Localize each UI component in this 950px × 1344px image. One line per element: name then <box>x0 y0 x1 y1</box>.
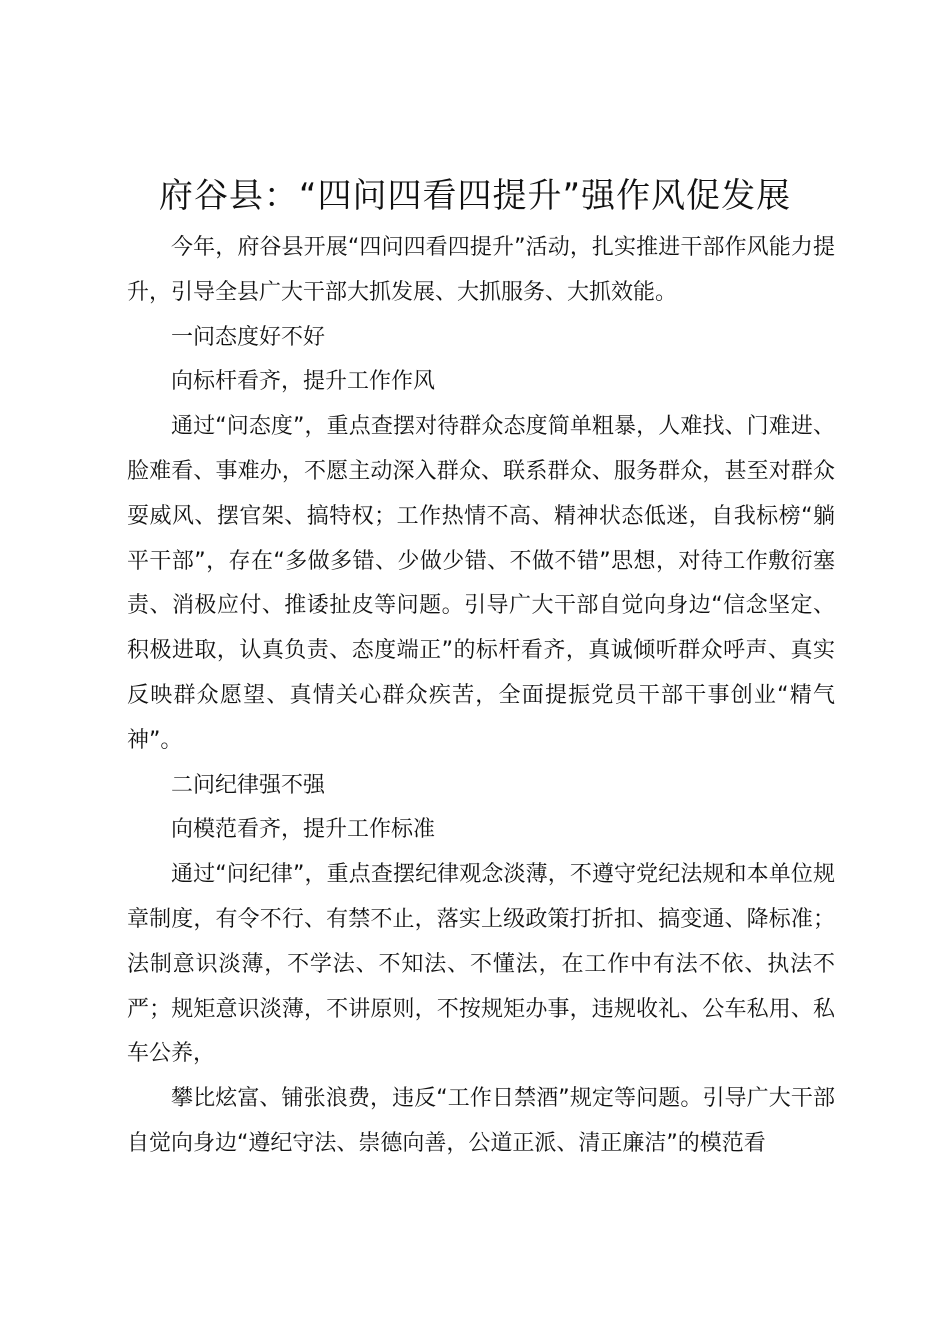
section-2-subheading: 向模范看齐，提升工作标准 <box>171 817 436 843</box>
section-1-subheading: 向标杆看齐，提升工作作风 <box>171 369 436 395</box>
section-2-paragraph: 通过“问纪律”，重点查摆纪律观念淡薄，不遵守党纪法规和本单位规章制度，有令不行、有禁不止，落实上级政策打折扣、搞变通、降标准；法制意识淡薄，不学法、不知法、不懂法，在工作中有法不依、执法不严；规矩意识淡薄，不讲原则，不按规矩办事，违规收礼、公车私用、私车公养， <box>127 862 835 1067</box>
section-2-heading: 二问纪律强不强 <box>171 772 326 798</box>
document-body <box>127 226 835 1167</box>
document-title: 府谷县：“四问四看四提升”强作风促发展 <box>158 176 792 216</box>
section-1-paragraph: 通过“问态度”，重点查摆对待群众态度简单粗暴，人难找、门难进、脸难看、事难办，不愿主动深入群众、联系群众、服务群众，甚至对群众耍威风、摆官架、搞特权；工作热情不高、精神状态低迷，自我标榜“躺平干部”，存在“多做多错、少做少错、不做不错”思想，对待工作敷衍塞责、消极应付、推诿扯皮等问题。引导广大干部自觉向身边“信念坚定、积极进取，认真负责、态度端正”的标杆看齐，真诚倾听群众呼声、真实反映群众愿望、真情关心群众疾苦，全面提振党员干部干事创业“精气神”。 <box>127 414 835 753</box>
section-2-continuation-paragraph: 攀比炫富、铺张浪费，违反“工作日禁酒”规定等问题。引导广大干部自觉向身边“遵纪守法、崇德向善，公道正派、清正廉洁”的模范看 <box>127 1086 835 1156</box>
intro-paragraph: 今年，府谷县开展“四问四看四提升”活动，扎实推进干部作风能力提升，引导全县广大干部大抓发展、大抓服务、大抓效能。 <box>127 235 835 305</box>
section-1-heading: 一问态度好不好 <box>171 324 326 350</box>
